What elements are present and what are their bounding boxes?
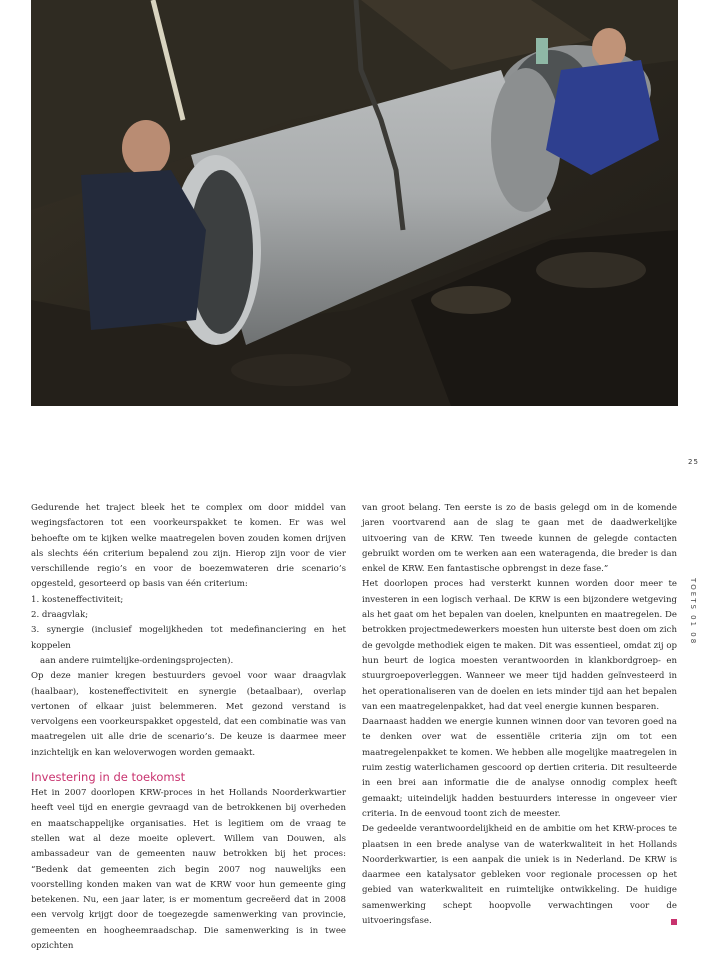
paragraph: Het in 2007 doorlopen KRW-proces in het Hollands Noorderkwartier heeft veel tijd en energie gevraagd van de betrokkenen bij overheden en maatschappelijke organisaties. Het is legitiem om de vraag te stellen wat al deze moeite oplevert. Willem van Douwen, als ambassadeur van de gemeenten nauw betrokken bij het proces: “Bedenk dat gemeenten zich begin 2007 nog nauwelijks een voorstelling konden maken van wat de KRW voor hun gemeente ging betekenen. Nu, een jaar later, is er momentum gecreëerd dat in 2008 een vervolg krijgt door de toegezegde samenwerking van provincie, gemeenten en hoogheemraadschap. Die samenwerking is in twee opzichten <box>31 788 346 952</box>
list-item: 1. kosteneffectiviteit; <box>31 594 124 605</box>
page-number: 25 <box>688 458 699 466</box>
paragraph-last <box>362 822 677 929</box>
paragraph: De gedeelde verantwoordelijkheid en de ambitie om het KRW-proces te plaatsen in een brede analyse van de waterkwaliteit in het Hollands Noorderkwartier, is een aanpak die uniek is in Nederland. De KRW is daarmee een katalysator gebleken voor regionale processen op het gebied van waterkwaliteit en ruimtelijke ontwikkeling. De huidige samenwerking schept hoopvolle verwachtingen voor de uitvoeringsfase. <box>362 824 677 927</box>
photo-illustration <box>31 0 678 406</box>
list-item: 3. synergie (inclusief mogelijkheden tot medefinanciering en het koppelen <box>31 625 346 651</box>
paragraph: Op deze manier kregen bestuurders gevoel voor waar draagvlak (haalbaar), kosteneffectiviteit en synergie (betaalbaar), overlap vertonen of elkaar juist belemmeren. Met gezond verstand is vervolgens een voorkeurspakket opgesteld, dat een combinatie was van maatregelen uit alle drie de scenario’s. De keuze is daarmee meer inzichtelijk en kan weloverwogen worden gemaakt. <box>31 671 346 758</box>
pipe-laying-photo <box>31 0 678 406</box>
list-item-continuation: aan andere ruimtelijke-ordeningsprojecten). <box>40 655 234 666</box>
right-column <box>362 501 677 929</box>
paragraph: Gedurende het traject bleek het te complex om door middel van wegingsfactoren tot een voorkeurspakket te komen. Er was wel behoefte om te kijken welke maatregelen boven zouden komen drijven als slechts één criterium bepalend zou zijn. Hierop zijn voor de vier verschillende regio’s en voor de boezemwateren drie scenario’s opgesteld, gesorteerd op basis van één criterium: <box>31 503 346 590</box>
paragraph: Het doorlopen proces had versterkt kunnen worden door meer te investeren in een logisch verhaal. De KRW is een bijzondere wetgeving als het gaat om het bepalen van doelen, knelpunten en maatregelen. De betrokken projectmedewerkers moesten hun uiterste best doen om zich de gevolgde methodiek eigen te maken. Dit was essentieel, omdat zij op hun beurt de logica moesten verantwoorden in klankbordgroep- en stuurgroepoverleggen. Wanneer we meer tijd hadden geïnvesteerd in het operationaliseren van de doelen en iets minder tijd aan het bepalen van een maatregelenpakket, had dat veel energie kunnen besparen. <box>362 579 677 712</box>
list-item: 2. draagvlak; <box>31 610 89 621</box>
paragraph: van groot belang. Ten eerste is zo de basis gelegd om in de komende jaren voortvarend aan de slag te gaan met de daadwerkelijke uitvoering van de KRW. Ten tweede kunnen de gelegde contacten gebruikt worden om te werken aan een wateragenda, die breder is dan enkel de KRW. Een fantastische opbrengst in deze fase.” <box>362 503 677 575</box>
end-mark-icon <box>671 919 677 925</box>
paragraph: Daarnaast hadden we energie kunnen winnen door van tevoren goed na te denken over wat de essentiële criteria zijn om tot een maatregelenpakket te komen. We hebben alle mogelijke maatregelen in ruim zestig waterlichamen gescoord op dertien criteria. Dit resulteerde in een brei aan informatie die de analyse onnodig complex heeft gemaakt; uiteindelijk hadden bestuurders interesse in ongeveer vier criteria. In de eenvoud toont zich de meester. <box>362 717 677 819</box>
publication-label: TOETS 01 08 <box>689 578 697 646</box>
left-column <box>31 501 346 954</box>
section-heading: Investering in de toekomst <box>31 770 186 785</box>
